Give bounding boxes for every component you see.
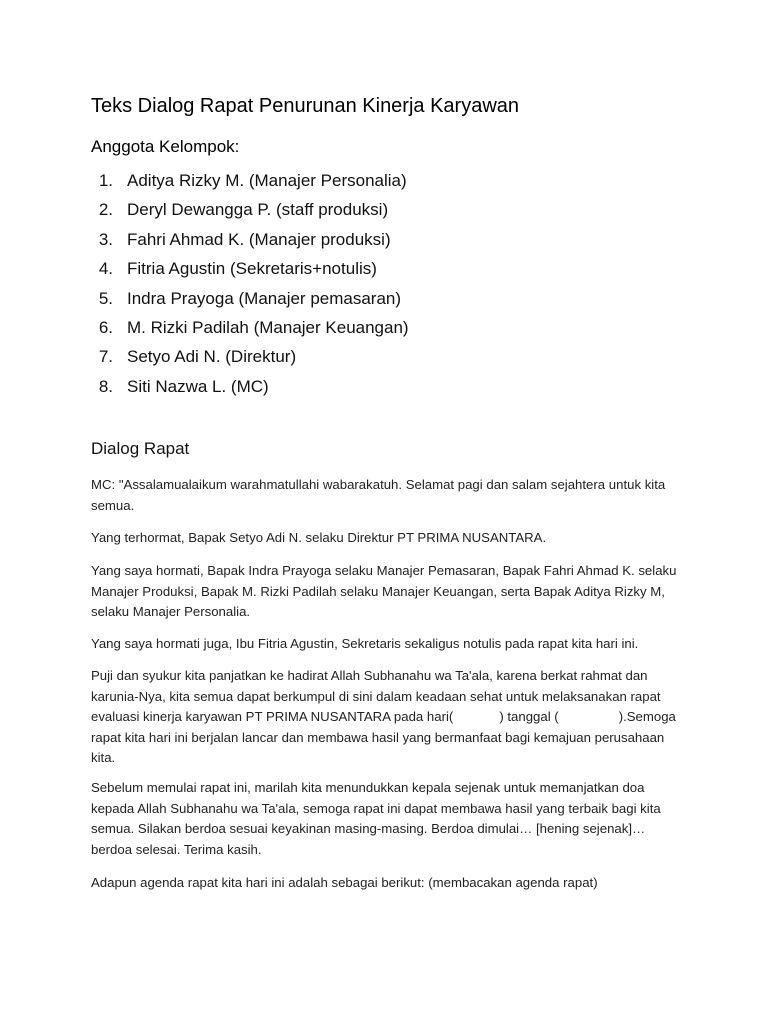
list-item-text: Siti Nazwa L. (MC) [127, 376, 269, 396]
list-item-text: Deryl Dewangga P. (staff produksi) [127, 200, 389, 220]
paragraph-prayer: Sebelum memulai rapat ini, marilah kita menundukkan kepala sejenak untuk memanjatkan doa kepada Allah Subhanahu wa Ta'ala, semoga rapat ini dapat membawa hasil yang terbaik bagi kita semua. Silakan berdoa sesuai keyakinan masing-masing. Berdoa dimulai… [hening sejenak]… berdoa selesai. Terima kasih. [91, 780, 661, 857]
paragraph-text: Puji dan syukur kita panjatkan ke hadirat Allah Subhanahu wa Ta'ala, karena berkat rahmat dan karunia-Nya, kita semua dapat berkumpul di sini dalam keadaan sehat untuk melaksanakan rapat evaluasi kinerja karyawan PT PRIMA NUSANTARA pada hari( [91, 668, 661, 724]
list-item-text: Aditya Rizky M. (Manajer Personalia) [127, 171, 407, 190]
list-item-number: 3. [98, 229, 113, 249]
list-item-number: 6. [98, 317, 113, 337]
group-members-heading: Anggota Kelompok: [91, 137, 240, 156]
list-item-number: 2. [98, 200, 113, 220]
list-item-number: 8. [98, 376, 113, 396]
document-title: Teks Dialog Rapat Penurunan Kinerja Karyawan [91, 95, 520, 117]
list-item-number: 1. [98, 171, 113, 190]
list-item [91, 288, 409, 317]
paragraph-agenda: Adapun agenda rapat kita hari ini adalah sebagai berikut: (membacakan agenda rapat) [91, 875, 598, 890]
paragraph-opening-praise [91, 666, 681, 769]
paragraph-text: ).Semoga rapat kita hari ini berjalan lancar dan membawa hasil yang bermanfaat bagi kemajuan perusahaan kita. [91, 709, 676, 765]
list-item [91, 258, 409, 287]
list-item-number: 4. [98, 259, 113, 279]
paragraph-text: ) tanggal ( [499, 709, 559, 724]
paragraph-greeting-secretary: Yang saya hormati juga, Ibu Fitria Agustin, Sekretaris sekaligus notulis pada rapat kita hari ini. [91, 636, 639, 651]
list-item-text: Setyo Adi N. (Direktur) [127, 347, 297, 367]
list-item [91, 170, 409, 199]
section-heading-dialog: Dialog Rapat [91, 439, 190, 458]
list-item [91, 229, 409, 258]
list-item [91, 376, 409, 405]
member-list [91, 170, 409, 405]
list-item-number: 7. [98, 347, 113, 367]
list-item-text: Indra Prayoga (Manajer pemasaran) [127, 288, 402, 308]
paragraph-greeting-managers: Yang saya hormati, Bapak Indra Prayoga selaku Manajer Pemasaran, Bapak Fahri Ahmad K. selaku Manajer Produksi, Bapak M. Rizki Padilah selaku Manajer Keuangan, serta Bapak Aditya Rizky M, selaku Manajer Personalia. [91, 563, 677, 619]
paragraph-mc-opening: MC: "Assalamualaikum warahmatullahi wabarakatuh. Selamat pagi dan salam sejahtera untuk kita semua. [91, 477, 666, 513]
list-item-text: Fitria Agustin (Sekretaris+notulis) [127, 259, 377, 279]
paragraph-greeting-director: Yang terhormat, Bapak Setyo Adi N. selaku Direktur PT PRIMA NUSANTARA. [91, 530, 547, 545]
list-item-text: Fahri Ahmad K. (Manajer produksi) [127, 229, 391, 249]
list-item [91, 317, 409, 346]
list-item [91, 199, 409, 228]
list-item-number: 5. [98, 288, 113, 308]
list-item [91, 346, 409, 375]
list-item-text: M. Rizki Padilah (Manajer Keuangan) [127, 317, 409, 337]
